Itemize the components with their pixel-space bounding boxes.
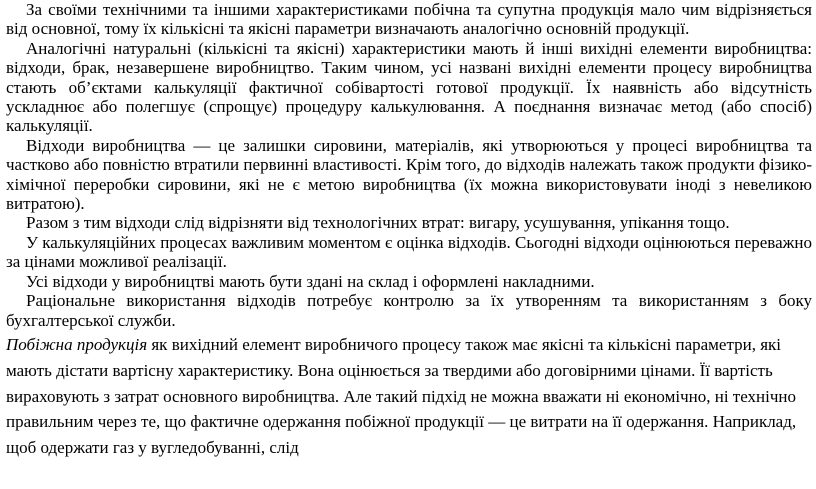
final-paragraph xyxy=(6,332,812,461)
final-paragraph-text: як вихідний елемент виробничого процесу також має якісні та кількісні параметри, які мають дістати вартісну характеристику. Вона оцінюється за твердими або договірними цінами. Її вартість вираховують з затрат основного виробництва. Але такий підхід не можна вважати ні економічно, ні технічно правильним через те, що фактичне одержання побіжної продукції — це витрати на її одержання. Наприклад, щоб одержати газ у вугледобуванні, слід xyxy=(6,334,797,458)
paragraph: Аналогічні натуральні (кількісні та якісні) характеристики мають й інші вихідні елементи виробництва: відходи, брак, незавершене виробництво. Таким чином, усі названі вихідні елементи процесу виробництва стають об’єктами калькуляції фактичної собівартості готової продукції. Їх наявність або відсутність ускладнює або полегшує (спрощує) процедуру калькулювання. А поєднання визначає метод (або спосіб) калькуляції. xyxy=(6,38,812,136)
document-body xyxy=(6,0,812,330)
paragraph: Відходи виробництва — це залишки сировини, матеріалів, які утворюються у процесі виробництва та частково або повністю втратили первинні властивості. Крім того, до відходів належать також продукти фізико-хімічної переробки сировини, які не є метою виробництва (їх можна використовувати іноді з невеликою витратою). xyxy=(6,135,812,214)
italic-term: Побіжна продукція xyxy=(6,334,148,354)
paragraph: У калькуляційних процесах важливим моментом є оцінка відходів. Сьогодні відходи оцінюються переважно за цінами можливої реалізації. xyxy=(6,232,812,272)
paragraph: За своїми технічними та іншими характеристиками побічна та супутна продукція мало чим відрізняється від основної, тому їх кількісні та якісні параметри визначають аналогічно основній продукції. xyxy=(6,0,812,39)
paragraph: Усі відходи у виробництві мають бути здані на склад і оформлені накладними. xyxy=(26,271,595,291)
paragraph: Разом з тим відходи слід відрізняти від технологічних втрат: вигару, усушування, упікання тощо. xyxy=(26,213,730,233)
paragraph: Раціональне використання відходів потребує контролю за їх утворенням та використанням з боку бухгалтерської служби. xyxy=(6,291,812,330)
